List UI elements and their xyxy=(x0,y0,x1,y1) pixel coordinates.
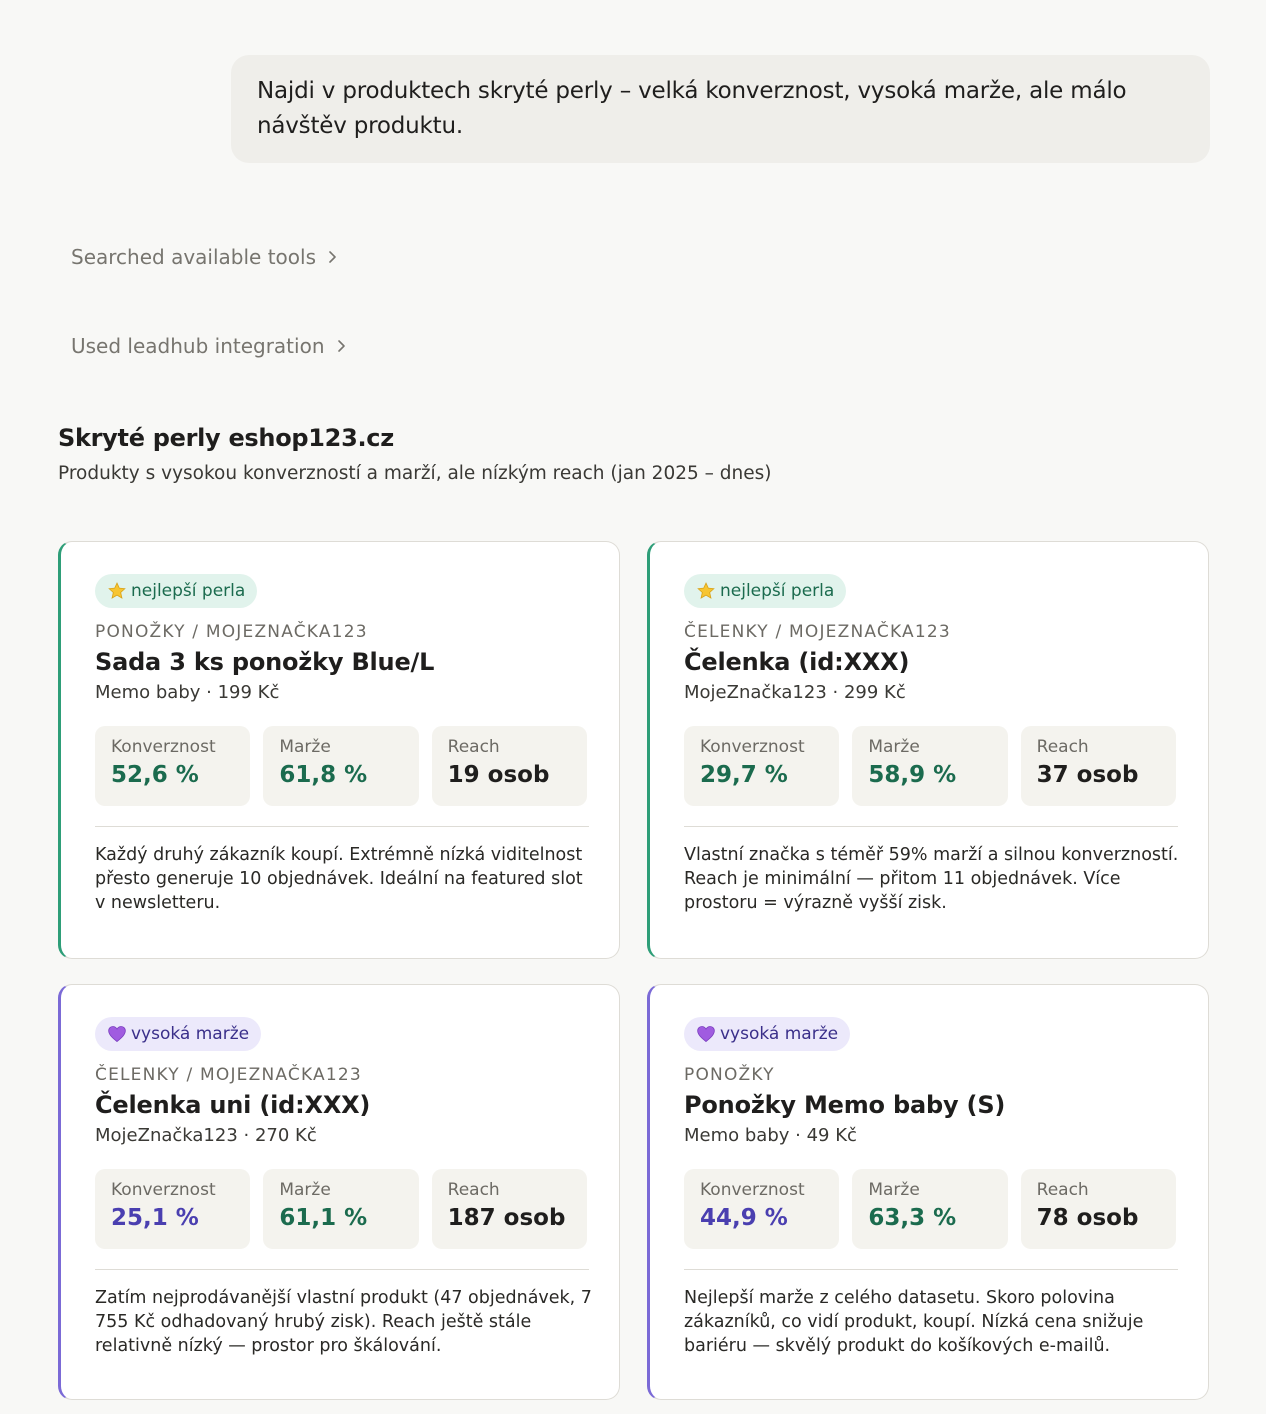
metric-label: Reach xyxy=(447,1180,500,1200)
purple-heart-icon xyxy=(696,1024,716,1044)
metric-label: Reach xyxy=(1036,737,1089,757)
metric-value: 61,1 % xyxy=(279,1205,368,1231)
product-category: PONOŽKY / MOJEZNAČKA123 xyxy=(95,622,368,642)
product-note: Zatím nejprodávanější vlastní produkt (47 objednávek, 7 755 Kč odhadovaný hrubý zisk). Reach ještě stále relativně nízký — prostor pro škálování. xyxy=(95,1288,592,1356)
tool-step-search-tools[interactable] xyxy=(71,245,340,269)
badge-label: vysoká marže xyxy=(720,1024,839,1044)
product-card xyxy=(58,541,620,959)
metric-margin xyxy=(852,726,1007,806)
section-subtitle: Produkty s vysokou konverzností a marží, ale nízkým reach (jan 2025 – dnes) xyxy=(58,463,772,484)
product-category: PONOŽKY xyxy=(684,1065,775,1085)
metric-conversion xyxy=(684,726,839,806)
tool-step-label: Used leadhub integration xyxy=(71,334,325,358)
metric-value: 187 osob xyxy=(447,1205,566,1231)
metric-reach xyxy=(1021,1169,1176,1249)
divider xyxy=(95,1269,589,1270)
purple-heart-icon xyxy=(107,1024,127,1044)
badge-high-margin xyxy=(95,1017,261,1051)
metric-conversion xyxy=(95,1169,250,1249)
badge-best-pearl xyxy=(684,574,846,608)
tool-step-leadhub[interactable] xyxy=(71,334,349,358)
metric-label: Marže xyxy=(279,737,331,757)
metric-value: 44,9 % xyxy=(700,1205,788,1231)
metric-value: 63,3 % xyxy=(868,1205,957,1231)
product-card xyxy=(58,984,620,1400)
product-meta: MojeZnačka123 · 299 Kč xyxy=(684,682,906,703)
divider xyxy=(684,1269,1178,1270)
tool-step-label: Searched available tools xyxy=(71,245,316,269)
metrics-row xyxy=(95,1169,587,1249)
metric-reach xyxy=(432,726,587,806)
product-name: Sada 3 ks ponožky Blue/L xyxy=(95,648,435,676)
metric-label: Konverznost xyxy=(111,737,216,757)
star-icon xyxy=(696,581,716,601)
badge-label: nejlepší perla xyxy=(720,581,835,601)
product-category: ČELENKY / MOJEZNAČKA123 xyxy=(684,622,951,642)
metric-value: 61,8 % xyxy=(279,762,368,788)
section-title: Skryté perly eshop123.cz xyxy=(58,424,394,452)
product-name: Ponožky Memo baby (S) xyxy=(684,1091,1006,1119)
product-meta: Memo baby · 199 Kč xyxy=(95,682,280,703)
metric-value: 78 osob xyxy=(1036,1205,1139,1231)
product-meta: Memo baby · 49 Kč xyxy=(684,1125,857,1146)
product-note: Nejlepší marže z celého datasetu. Skoro polovina zákazníků, co vidí produkt, koupí. Nízká cena snižuje bariéru — skvělý produkt do košíkových e-mailů. xyxy=(684,1288,1144,1356)
metric-value: 37 osob xyxy=(1036,762,1139,788)
metric-reach xyxy=(432,1169,587,1249)
metric-label: Konverznost xyxy=(700,1180,805,1200)
badge-label: nejlepší perla xyxy=(131,581,246,601)
metric-label: Marže xyxy=(279,1180,331,1200)
star-icon xyxy=(107,581,127,601)
metric-label: Reach xyxy=(447,737,500,757)
metric-margin xyxy=(852,1169,1007,1249)
product-category: ČELENKY / MOJEZNAČKA123 xyxy=(95,1065,362,1085)
metric-label: Marže xyxy=(868,1180,920,1200)
metric-value: 25,1 % xyxy=(111,1205,199,1231)
metric-label: Konverznost xyxy=(111,1180,216,1200)
metric-margin xyxy=(263,726,418,806)
metrics-row xyxy=(684,1169,1176,1249)
product-note: Každý druhý zákazník koupí. Extrémně nízká viditelnost přesto generuje 10 objednávek. Ideální na featured slot v newsletteru. xyxy=(95,845,583,913)
metric-value: 29,7 % xyxy=(700,762,788,788)
metric-conversion xyxy=(95,726,250,806)
metric-margin xyxy=(263,1169,418,1249)
user-message-bubble: Najdi v produktech skryté perly – velká konverznost, vysoká marže, ale málo návštěv produktu. xyxy=(231,55,1210,163)
metric-reach xyxy=(1021,726,1176,806)
badge-high-margin xyxy=(684,1017,850,1051)
badge-label: vysoká marže xyxy=(131,1024,250,1044)
chevron-right-icon xyxy=(333,338,349,354)
product-meta: MojeZnačka123 · 270 Kč xyxy=(95,1125,317,1146)
divider xyxy=(95,826,589,827)
product-card xyxy=(647,984,1209,1400)
metric-label: Konverznost xyxy=(700,737,805,757)
metrics-row xyxy=(684,726,1176,806)
metric-label: Reach xyxy=(1036,1180,1089,1200)
product-card xyxy=(647,541,1209,959)
product-name: Čelenka (id:XXX) xyxy=(684,648,910,676)
metric-label: Marže xyxy=(868,737,920,757)
product-note: Vlastní značka s téměř 59% marží a silnou konverzností. Reach je minimální — přitom 11 objednávek. Více prostoru = výrazně vyšší zisk. xyxy=(684,845,1179,913)
metric-value: 19 osob xyxy=(447,762,550,788)
metric-conversion xyxy=(684,1169,839,1249)
product-name: Čelenka uni (id:XXX) xyxy=(95,1091,371,1119)
divider xyxy=(684,826,1178,827)
metric-value: 58,9 % xyxy=(868,762,957,788)
metrics-row xyxy=(95,726,587,806)
chevron-right-icon xyxy=(324,249,340,265)
metric-value: 52,6 % xyxy=(111,762,199,788)
badge-best-pearl xyxy=(95,574,257,608)
